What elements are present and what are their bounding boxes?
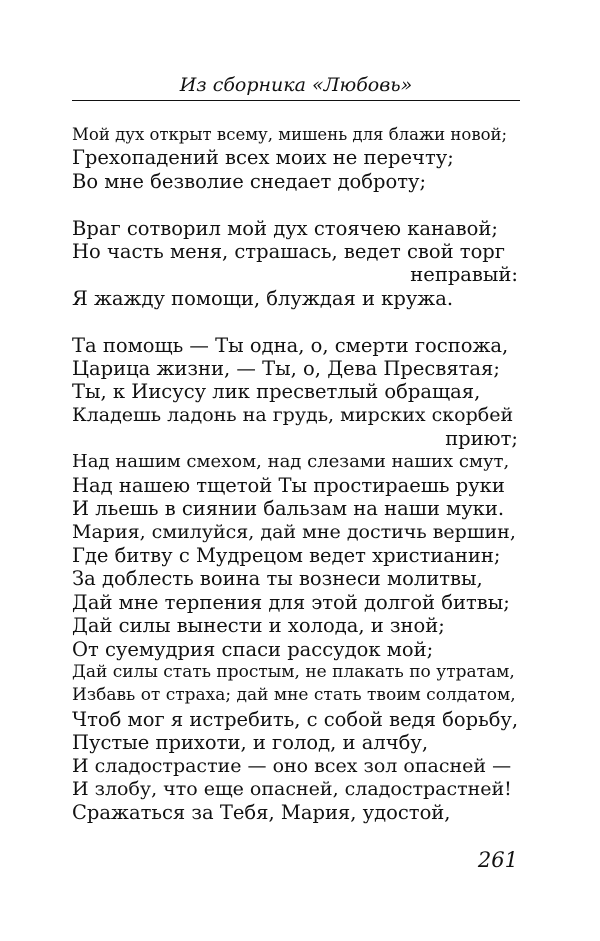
verse-line: И злобу, что еще опасней, сладострастней!	[72, 777, 512, 800]
verse-line: За доблесть воина ты вознеси молитвы,	[72, 567, 483, 591]
verse-line: Во мне безволие снедает доброту;	[72, 169, 427, 193]
stanza	[72, 334, 518, 825]
verse-line: Царица жизни, — Ты, о, Дева Пресвятая;	[72, 356, 500, 380]
verse-line: Ты, к Иисусу лик пресветлый обращая,	[72, 380, 481, 404]
verse-line: Та помощь — Ты одна, о, смерти госпожа,	[72, 333, 509, 357]
verse-line: Дай силы вынести и холода, и зной;	[72, 614, 445, 638]
verse-line: И сладострастие — оно всех зол опасней —	[72, 754, 512, 777]
verse-line: Чтоб мог я истребить, с собой ведя борьбу,	[72, 707, 519, 731]
verse-line: Кладешь ладонь на грудь, мирских скорбей	[72, 403, 514, 426]
verse-line: И льешь в сиянии бальзам на наши муки.	[72, 497, 505, 521]
running-title: Из сборника «Любовь»	[179, 74, 413, 96]
verse-line: Пустые прихоти, и голод, и алчбу,	[72, 731, 429, 755]
verse-line: Мой дух открыт всему, мишень для блажи новой;	[72, 125, 508, 144]
stanza	[72, 217, 518, 311]
stanza-break	[72, 310, 518, 333]
verse-line: Мария, смилуйся, дай мне достичь вершин,	[72, 520, 516, 543]
verse-line: Дай силы стать простым, не плакать по утратам,	[72, 661, 515, 682]
poem-text	[72, 123, 518, 825]
verse-line: Но часть меня, страшась, ведет свой торг	[72, 239, 506, 263]
verse-line: Враг сотворил мой дух стоячею канавой;	[72, 216, 498, 240]
verse-line: Я жажду помощи, блуждая и кружа.	[72, 286, 454, 310]
stanza	[72, 123, 518, 193]
verse-line: Дай мне терпения для этой долгой битвы;	[72, 590, 510, 614]
verse-line: Грехопадений всех моих не перечту;	[72, 146, 454, 170]
verse-line-continuation: неправый:	[410, 263, 518, 287]
header-rule	[72, 100, 520, 101]
page-number: 261	[477, 848, 518, 872]
verse-line-continuation: приют;	[445, 427, 518, 451]
verse-line: Над нашим смехом, над слезами наших смут,	[72, 451, 510, 473]
verse-line: Над нашею тщетой Ты простираешь руки	[72, 473, 505, 497]
verse-line: Где битву с Мудрецом ведет христианин;	[72, 544, 501, 568]
verse-line: Сражаться за Тебя, Мария, удостой,	[72, 801, 451, 825]
verse-line: От суемудрия спаси рассудок мой;	[72, 637, 434, 661]
verse-line: Избавь от страха; дай мне стать твоим солдатом,	[72, 685, 516, 706]
stanza-break	[72, 193, 518, 216]
